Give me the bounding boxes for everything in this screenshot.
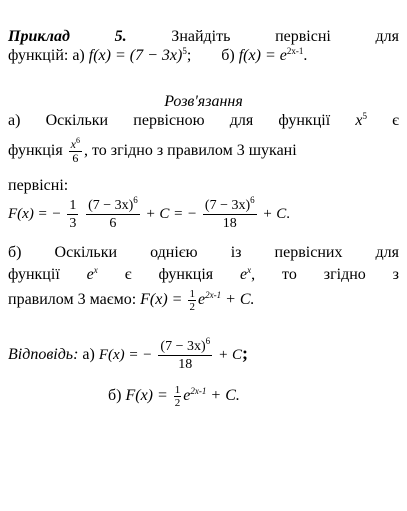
solution-b-e2: e (240, 266, 248, 283)
f2-num-exp: 6 (133, 195, 138, 205)
solution-a-line-3: первісні: (8, 177, 69, 194)
f2-den: 6 (109, 216, 117, 231)
answer-num: (7 − 3x) (160, 339, 206, 354)
task-function-b: f(x) = e (238, 47, 287, 64)
task-function-a: f(x) = (7 − 3x) (88, 47, 183, 64)
solution-b-word: функції (8, 266, 60, 283)
answer-a-end: + C (218, 347, 243, 364)
solution-b-e1-exp: x (93, 265, 98, 275)
solution-a-text: а) Оскільки первісною для функції (8, 112, 331, 129)
formula-period: . (286, 205, 291, 222)
f1-den: 3 (69, 216, 77, 231)
task-b-exponent: 2x-1 (286, 46, 304, 56)
task-b-end: . (303, 47, 308, 64)
solution-b-end: + C. (221, 291, 255, 309)
solution-b-line-3 (8, 288, 399, 322)
solution-b-F: F(x) = (140, 291, 183, 309)
solution-b-line-2 (8, 265, 399, 284)
frac-den: 6 (72, 151, 79, 165)
solution-b-is-function: є функція (124, 266, 214, 283)
solution-a-line-2 (8, 138, 399, 174)
solution-a-is: є (392, 112, 400, 129)
frac-num-exp: 6 (76, 136, 80, 145)
answer-b-num: 1 (174, 384, 181, 396)
formula-lhs: F(x) = − (8, 205, 62, 222)
f3-num: (7 − 3x) (204, 198, 251, 213)
formula-a (8, 197, 290, 232)
answer-num-exp: 6 (205, 336, 211, 346)
answer-fraction (158, 338, 212, 373)
f2-num: (7 − 3x) (88, 198, 134, 213)
solution-b-line-1: б) Оскільки однією із первісних для (8, 244, 399, 261)
task-a-exponent: 5 (182, 46, 187, 56)
fraction-7-3x-6-over-6 (86, 197, 140, 232)
task-b-prefix: б) (221, 47, 235, 64)
answer-line-a (8, 338, 399, 378)
answer-semicolon: ; (242, 343, 249, 364)
fraction-1-over-2 (188, 288, 196, 313)
f3-num-exp: 6 (250, 195, 255, 205)
task-prefix: функцій: а) (8, 47, 85, 64)
answer-b-end: + C. (206, 387, 240, 405)
formula-mid: + C = − (145, 205, 198, 222)
answer-line-b (108, 384, 399, 418)
solution-b-e1: e (86, 266, 94, 283)
task-line-2 (8, 46, 399, 65)
answer-label: Відповідь: (8, 346, 79, 364)
example-title: Приклад 5. (8, 28, 127, 45)
solution-a-word: функція (8, 142, 63, 160)
answer-b-den: 2 (174, 397, 181, 409)
b-frac-den: 2 (189, 301, 195, 313)
fraction-1-over-3 (67, 197, 78, 232)
solution-heading: Розв'язання (164, 93, 243, 110)
formula-end: + C (262, 205, 287, 222)
task-line-1 (8, 27, 399, 46)
solution-b-e-exp: 2x-1 (205, 290, 222, 301)
solution-b-rest: , то згідно з (251, 266, 400, 283)
answer-b-e-exp: 2x-1 (190, 386, 207, 397)
solution-a-x-exponent: 5 (362, 111, 367, 121)
answer-b-fraction (174, 384, 182, 409)
answer-a-lhs: F(x) = − (98, 347, 153, 364)
answer-a-prefix: а) (82, 346, 95, 364)
solution-a-x: x (355, 112, 363, 129)
answer-den: 18 (178, 357, 193, 372)
fraction-7-3x-6-over-18 (203, 197, 257, 232)
fraction-x6-over-6 (69, 138, 82, 165)
solution-b-rule: правилом 3 маємо: (8, 291, 137, 309)
solution-a-rest: , то згідно з правилом 3 шукані (84, 142, 297, 160)
task-text: Знайдіть первісні для (171, 28, 400, 45)
b-frac-num: 1 (189, 288, 195, 300)
answer-b-prefix: б) (108, 387, 122, 405)
solution-a-line-1 (8, 111, 399, 130)
frac-num: x (70, 137, 76, 151)
f3-den: 18 (222, 216, 237, 231)
answer-b-e: e (183, 387, 191, 405)
solution-b-e2-exp: x (247, 265, 252, 275)
f1-num: 1 (69, 198, 77, 213)
solution-b-e: e (197, 291, 206, 309)
answer-b-F: F(x) = (125, 387, 168, 405)
task-a-end: ; (186, 47, 192, 64)
